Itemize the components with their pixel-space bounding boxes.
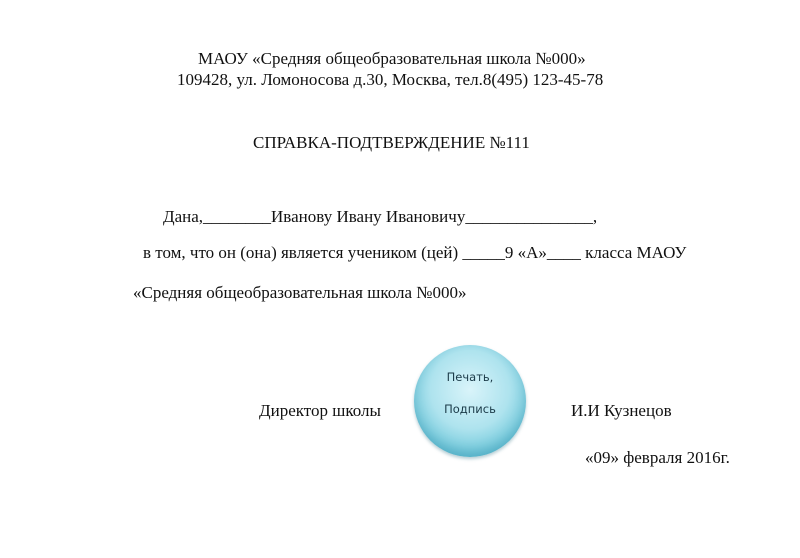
director-title: Директор школы <box>259 401 381 420</box>
stamp-label-top: Печать, <box>446 370 494 384</box>
organization-address: 109428, ул. Ломоносова д.30, Москва, тел.8(495) 123-45-78 <box>177 70 604 89</box>
director-name: И.И Кузнецов <box>571 401 672 420</box>
stamp-seal <box>414 345 526 457</box>
document-date: «09» февраля 2016г. <box>585 448 730 467</box>
school-name-line: «Средняя общеобразовательная школа №000» <box>133 283 467 302</box>
pupil-status-line: в том, что он (она) является учеником (цей) _____9 «А»____ класса МАОУ <box>143 243 687 262</box>
document-title: СПРАВКА-ПОДТВЕРЖДЕНИЕ №111 <box>253 133 530 152</box>
issued-to-line: Дана,________Иванову Ивану Ивановичу_______________, <box>163 207 598 226</box>
organization-name: МАОУ «Средняя общеобразовательная школа №000» <box>198 49 586 68</box>
stamp-label-bottom: Подпись <box>444 402 496 416</box>
